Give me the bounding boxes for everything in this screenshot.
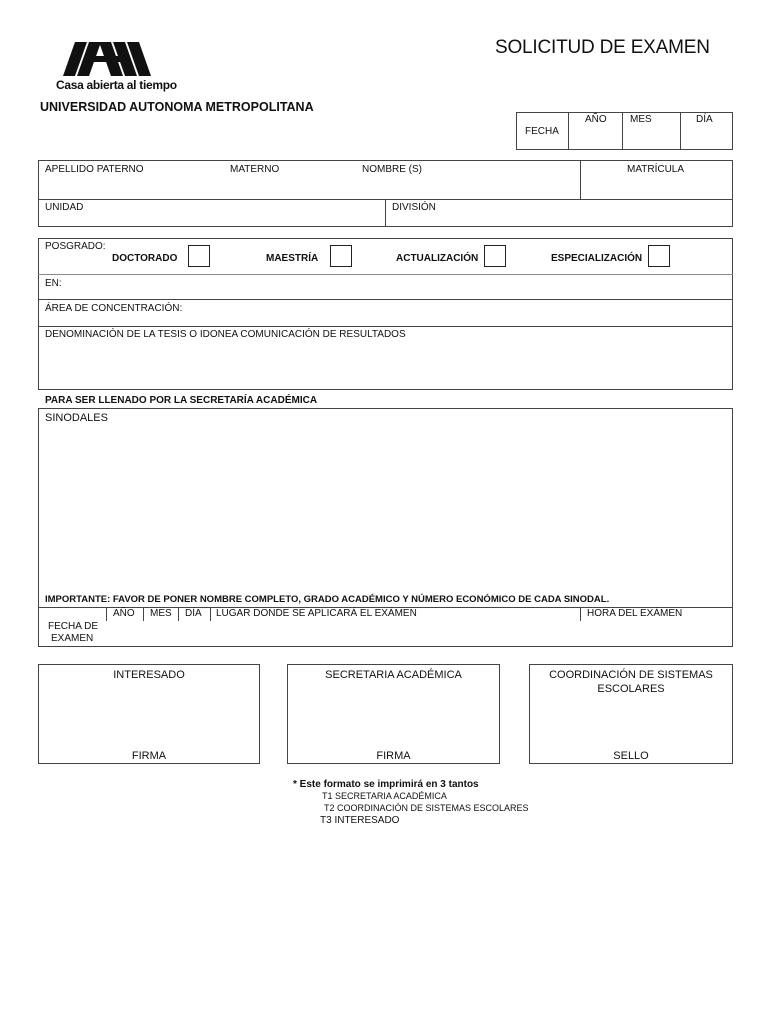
nombre-field[interactable]: NOMBRE (S) (362, 164, 422, 175)
coordinacion-sello-box[interactable] (529, 664, 733, 764)
secretaria-heading: PARA SER LLENADO POR LA SECRETARÍA ACADÉMICA (45, 395, 318, 406)
fecha-examen-label-1: FECHA DE (48, 621, 99, 632)
hora-examen-field[interactable]: HORA DEL EXÁMEN (587, 608, 683, 619)
area-concentracion-field[interactable]: ÁREA DE CONCENTRACIÓN: (45, 303, 183, 314)
en-field[interactable]: EN: (45, 278, 62, 289)
coordinacion-label-2: ESCOLARES (597, 683, 665, 695)
uam-logo (63, 40, 153, 80)
copy-t1: T1 SECRETARIA ACADÉMICA (322, 791, 447, 801)
sinodales-field[interactable]: SINODALES (45, 412, 108, 424)
examen-anio-field[interactable]: AÑO (113, 608, 135, 619)
form-title: SOLICITUD DE EXAMEN (495, 37, 710, 58)
sello-label: SELLO (613, 750, 649, 762)
actualizacion-label: ACTUALIZACIÓN (396, 253, 479, 264)
coordinacion-label-1: COORDINACIÓN DE SISTEMAS (549, 669, 713, 681)
unidad-field[interactable]: UNIDAD (45, 202, 84, 213)
materno-field[interactable]: MATERNO (230, 164, 280, 175)
posgrado-label: POSGRADO: (45, 241, 106, 252)
interesado-signature-box[interactable] (38, 664, 260, 764)
doctorado-checkbox[interactable] (188, 245, 210, 267)
secretaria-signature-box[interactable] (287, 664, 500, 764)
fecha-anio-field[interactable]: AÑO (585, 114, 607, 125)
university-name: UNIVERSIDAD AUTONOMA METROPOLITANA (40, 100, 314, 114)
firma-label-2: FIRMA (376, 750, 411, 762)
especializacion-checkbox[interactable] (648, 245, 670, 267)
matricula-field[interactable]: MATRÍCULA (627, 164, 685, 175)
fecha-label: FECHA (525, 126, 559, 137)
copy-t3: T3 INTERESADO (320, 815, 400, 826)
copies-note: * Este formato se imprimirá en 3 tantos (293, 779, 479, 790)
lugar-examen-field[interactable]: LUGAR DONDE SE APLICARÁ EL EXÁMEN (216, 608, 417, 619)
doctorado-label: DOCTORADO (112, 253, 178, 264)
especializacion-label: ESPECIALIZACIÓN (551, 253, 643, 264)
division-field[interactable]: DIVISIÓN (392, 202, 436, 213)
uam-logo-icon (63, 40, 153, 76)
denominacion-tesis-field[interactable]: DENOMINACIÓN DE LA TESIS O IDONEA COMUNICACIÓN DE RESULTADOS (45, 329, 406, 340)
firma-label-1: FIRMA (131, 750, 167, 762)
logo-tagline: Casa abierta al tiempo (56, 78, 177, 92)
maestria-checkbox[interactable] (330, 245, 352, 267)
examen-dia-field[interactable]: DÍA (185, 608, 202, 619)
fecha-mes-field[interactable]: MES (630, 114, 652, 125)
copy-t2: T2 COORDINACIÓN DE SISTEMAS ESCOLARES (324, 803, 529, 813)
secretaria-label: SECRETARIA ACADÉMICA (325, 669, 462, 681)
interesado-label: INTERESADO (113, 669, 185, 681)
examen-mes-field[interactable]: MES (150, 608, 172, 619)
fecha-examen-label-2: EXAMEN (51, 633, 94, 644)
maestria-label: MAESTRÍA (266, 253, 319, 264)
actualizacion-checkbox[interactable] (484, 245, 506, 267)
apellido-paterno-field[interactable]: APELLIDO PATERNO (45, 164, 144, 175)
importante-note: IMPORTANTE: FAVOR DE PONER NOMBRE COMPLETO, GRADO ACADÉMICO Y NÚMERO ECONÓMICO DE CADA SINODAL. (45, 594, 610, 605)
fecha-dia-field[interactable]: DÍA (696, 114, 713, 125)
